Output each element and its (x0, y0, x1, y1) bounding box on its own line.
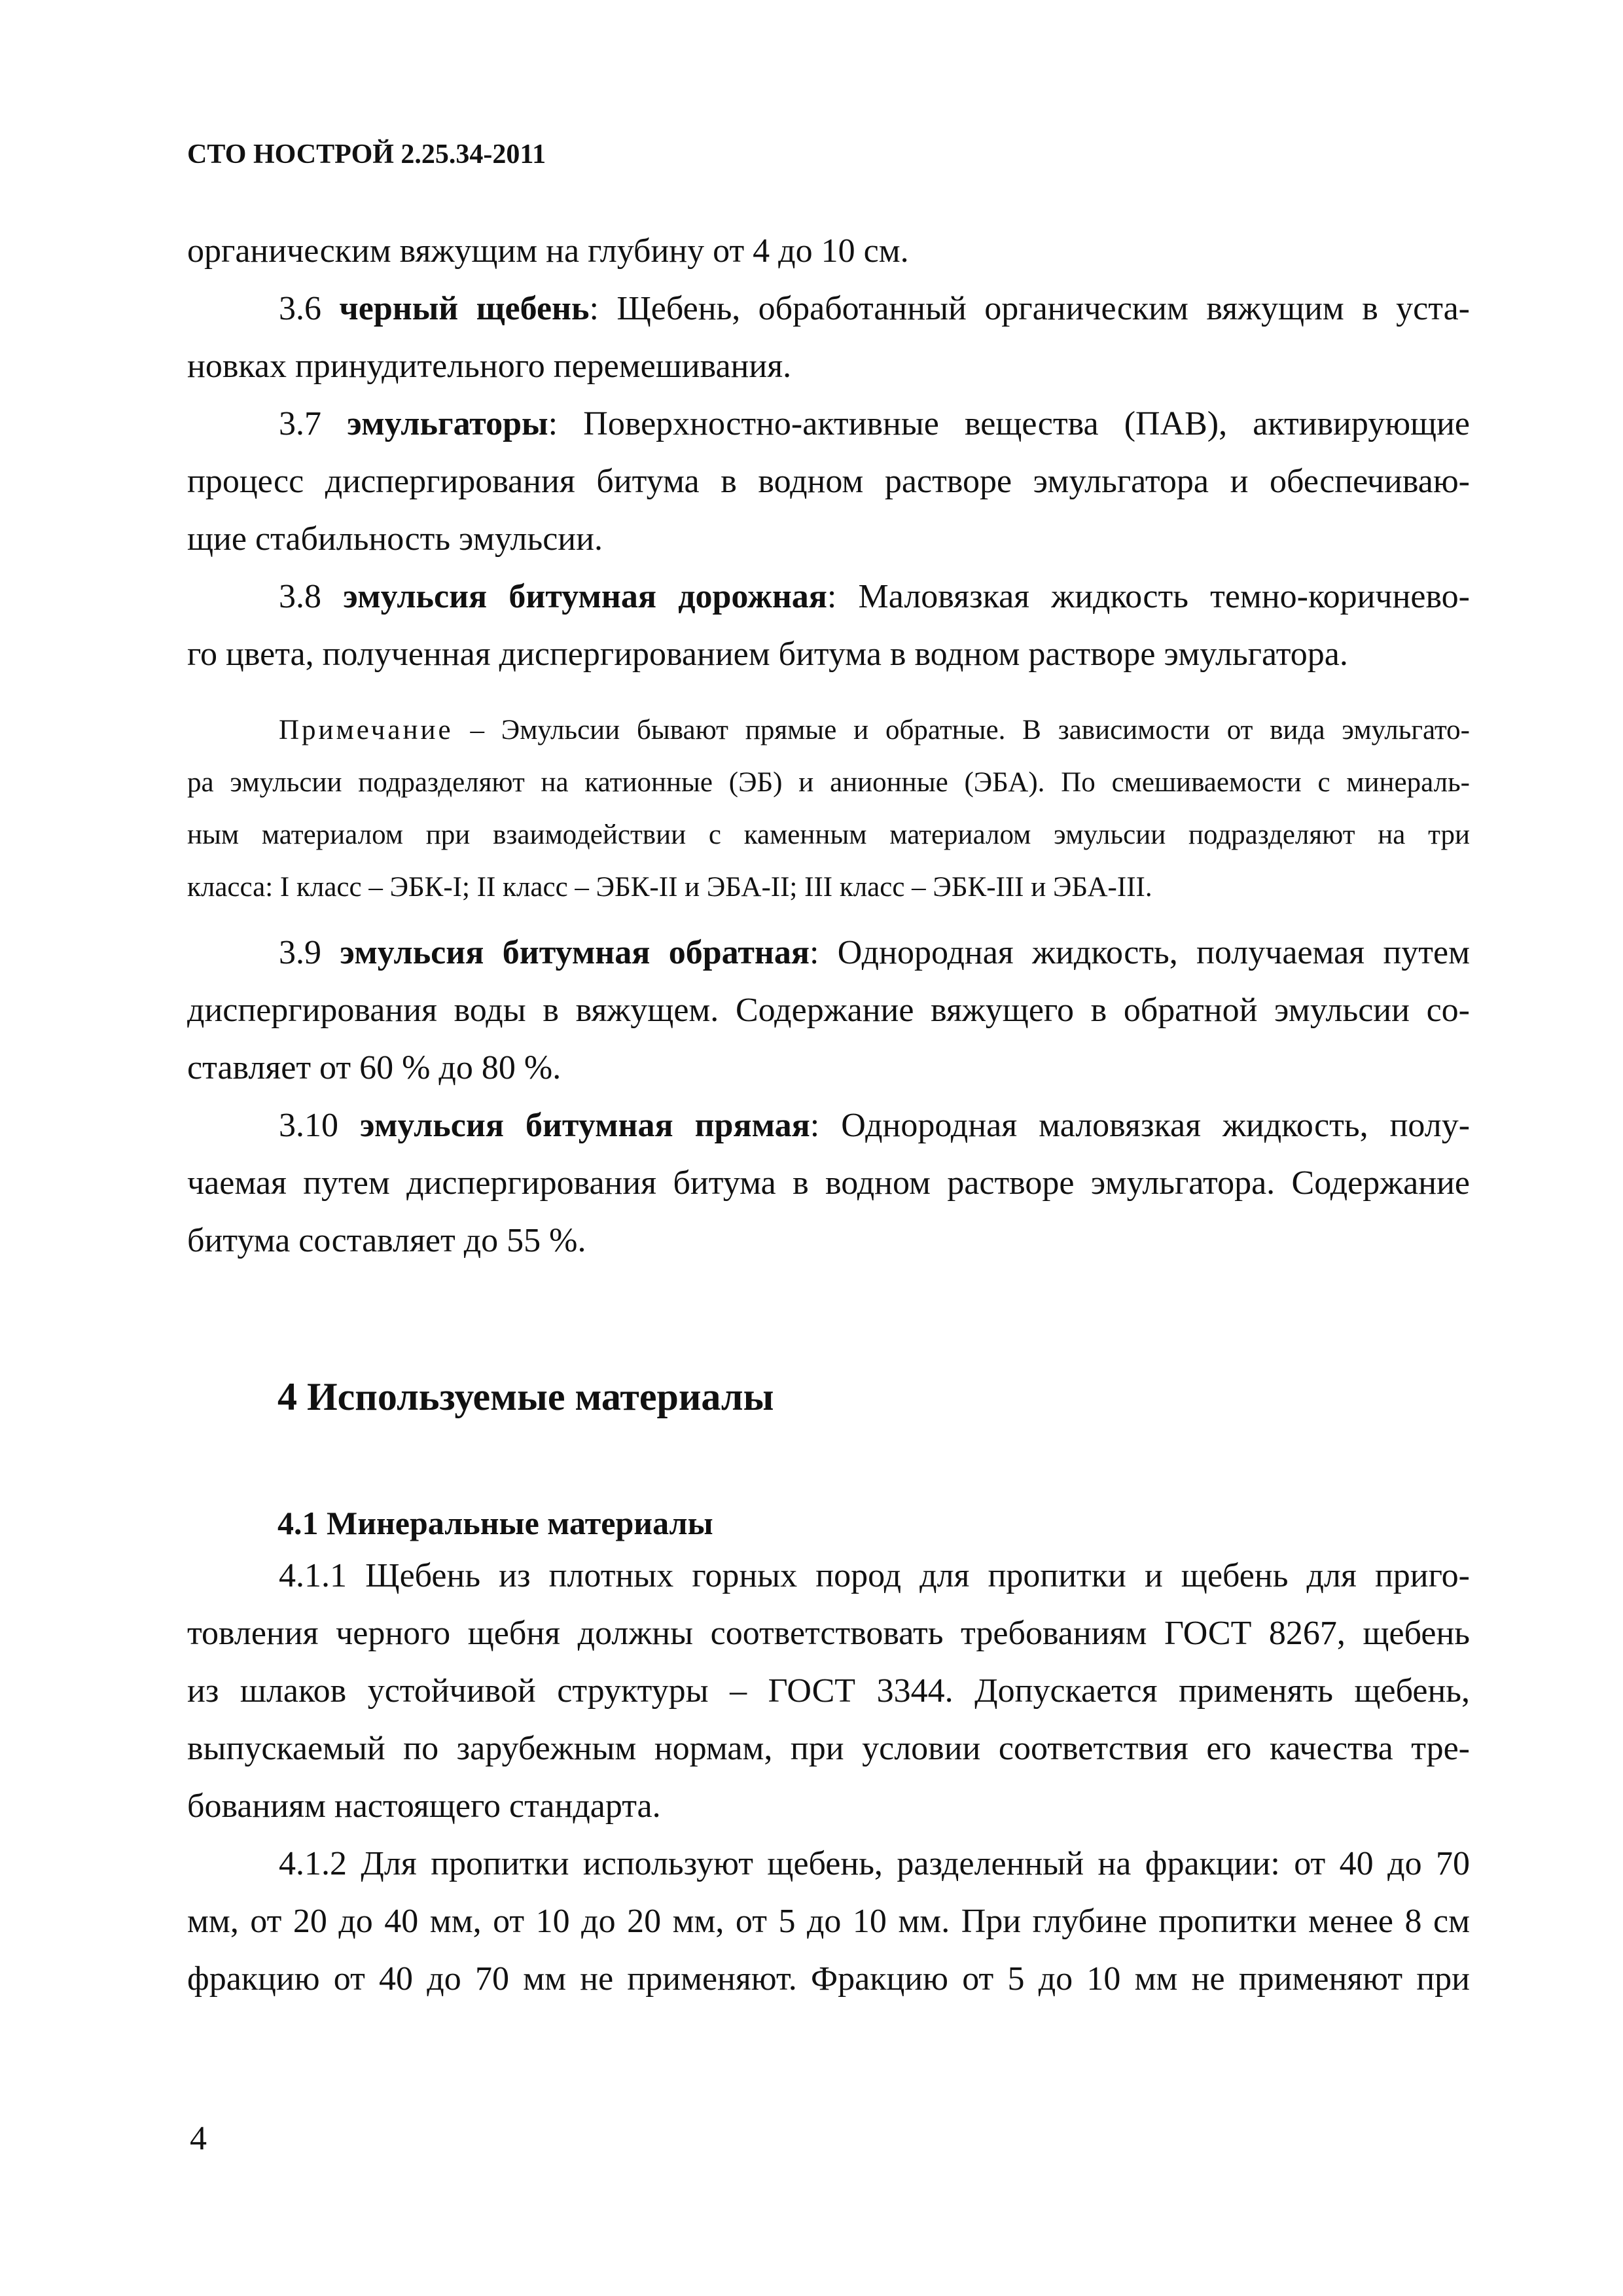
note-line: ра эмульсии подразделяют на катионные (ЭБ) и анионные (ЭБА). По смешиваемости с минераль- (187, 767, 1470, 798)
text-line: 4.1.2 Для пропитки используют щебень, разделенный на фракции: от 40 до 70 (279, 1845, 1470, 1882)
text-line: мм, от 20 до 40 мм, от 10 до 20 мм, от 5 до 10 мм. При глубине пропитки менее 8 см (187, 1903, 1470, 1940)
term-definition: : Однородная жидкость, получаемая путем (809, 934, 1470, 971)
text-line: процесс диспергирования битума в водном растворе эмульгатора и обеспечиваю- (187, 463, 1470, 500)
text-line: фракцию от 40 до 70 мм не применяют. Фракцию от 5 до 10 мм не применяют при (187, 1960, 1470, 1998)
term-name: эмульсия битумная дорожная (343, 578, 827, 615)
term-definition: : Однородная маловязкая жидкость, полу- (810, 1107, 1471, 1144)
text-line: товления черного щебня должны соответствовать требованиям ГОСТ 8267, щебень (187, 1615, 1470, 1652)
term-number: 3.8 (279, 578, 344, 615)
text-line: из шлаков устойчивой структуры – ГОСТ 3344. Допускается применять щебень, (187, 1672, 1470, 1710)
term-definition: : Маловязкая жидкость темно-коричнево- (827, 578, 1470, 615)
materials-block (187, 1547, 1470, 2008)
text-line: новках принудительного перемешивания. (187, 348, 792, 385)
text-line: щие стабильность эмульсии. (187, 520, 603, 558)
note-text: – Эмульсии бывают прямые и обратные. В зависимости от вида эмульгато- (453, 715, 1470, 745)
term-3-7-line (187, 395, 1470, 453)
text-line: 4.1.1 Щебень из плотных горных пород для пропитки и щебень для приго- (279, 1557, 1470, 1594)
term-number: 3.10 (279, 1107, 360, 1144)
terms-block-1 (187, 223, 1470, 683)
term-3-9-line (187, 924, 1470, 982)
term-number: 3.6 (279, 290, 340, 327)
term-name: эмульгаторы (347, 405, 548, 442)
term-definition: : Щебень, обработанный органическим вяжущим в уста- (589, 290, 1470, 327)
note-line: ным материалом при взаимодействии с каменным материалом эмульсии подразделяют на три (187, 819, 1470, 850)
term-3-10-line (187, 1097, 1470, 1155)
note-line (187, 704, 1470, 757)
subsection-heading: 4.1 Минеральные материалы (277, 1505, 713, 1541)
term-3-8-line (187, 568, 1470, 626)
note-block (187, 704, 1470, 914)
text-line: битума составляет до 55 %. (187, 1222, 586, 1259)
term-definition: : Поверхностно-активные вещества (ПАВ), активирующие (548, 405, 1470, 442)
term-3-6-line (187, 280, 1470, 338)
text-line: чаемая путем диспергирования битума в водном растворе эмульгатора. Содержание (187, 1164, 1470, 1202)
term-number: 3.9 (279, 934, 340, 971)
text-line: органическим вяжущим на глубину от 4 до 10 см. (187, 232, 909, 270)
note-line: класса: I класс – ЭБК-I; II класс – ЭБК-II и ЭБА-II; III класс – ЭБК-III и ЭБА-III. (187, 872, 1152, 903)
term-name: эмульсия битумная прямая (359, 1107, 810, 1144)
text-line: ставляет от 60 % до 80 %. (187, 1049, 562, 1086)
term-name: эмульсия битумная обратная (340, 934, 810, 971)
page-number: 4 (190, 2120, 207, 2157)
terms-block-2 (187, 924, 1470, 1270)
section-heading: 4 Используемые материалы (277, 1375, 774, 1418)
text-line: диспергирования воды в вяжущем. Содержание вяжущего в обратной эмульсии со- (187, 992, 1470, 1029)
term-number: 3.7 (279, 405, 348, 442)
text-line: выпускаемый по зарубежным нормам, при условии соответствия его качества тре- (187, 1730, 1470, 1767)
text-line: бованиям настоящего стандарта. (187, 1787, 661, 1825)
document-header: СТО НОСТРОЙ 2.25.34-2011 (187, 139, 546, 170)
text-line: го цвета, полученная диспергированием битума в водном растворе эмульгатора. (187, 636, 1348, 673)
term-name: черный щебень (339, 290, 590, 327)
note-label: Примечание (279, 715, 454, 745)
